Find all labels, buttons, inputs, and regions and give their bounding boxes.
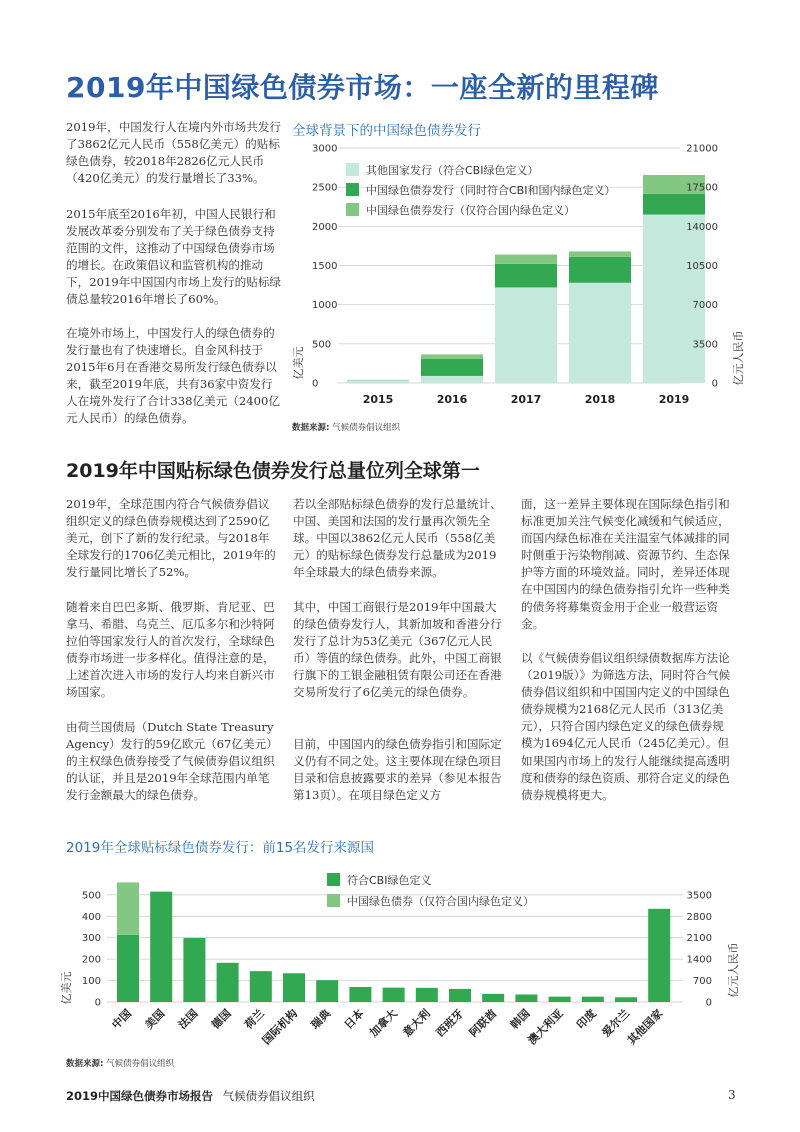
- c2-bar: [316, 980, 338, 1002]
- c2-bar: [549, 997, 571, 1002]
- c2-x-label: 日本: [341, 1006, 367, 1032]
- c1-legend-label: 中国绿色债券发行（同时符合CBI和国内绿色定义）: [366, 184, 616, 197]
- chart1-y2label: 亿元人民币: [732, 330, 745, 386]
- intro-paragraph: 2019年，中国发行人在境内外市场共发行了3862亿元人民币（558亿美元）的贴标绿色债券，较2018年2826亿元人民币（420亿美元）的发行量增长了33%。: [66, 120, 282, 186]
- c1-y-tick: 2000: [312, 221, 338, 233]
- c1-legend-swatch: [346, 163, 359, 176]
- chart1-ylabel: 亿美元: [292, 346, 305, 380]
- c2-x-label: 爱尔兰: [599, 1006, 633, 1040]
- col1-paragraph: 由荷兰国债局（Dutch State Treasury Agency）发行的59亿欧元（67亿美元）的主权绿色债券接受了气候债券倡议组织的认证，并且是2019年全球范围内单笔发行金额最大的绿色债券。: [66, 720, 278, 803]
- intro-paragraph: 2015年底至2016年初，中国人民银行和发展改革委分别发布了关于绿色债券支持范围的文件，这推动了中国绿色债券市场的增长。在政策倡议和监管机构的推动下，2019年中国国内市场上发行的贴标绿债总量较2016年增长了60%。: [66, 207, 282, 307]
- c2-x-label: 韩国: [507, 1006, 533, 1032]
- c2-legend-swatch: [327, 894, 340, 907]
- c1-y-tick: 500: [312, 339, 332, 351]
- c1-y2-tick: 10500: [686, 261, 718, 272]
- c1-legend-label: 其他国家发行（符合CBI绿色定义）: [366, 164, 539, 177]
- c2-x-label: 加拿大: [367, 1006, 400, 1040]
- c1-bar: [495, 264, 557, 288]
- chart2-source: 数据来源: 气候债券倡议组织: [66, 1059, 175, 1069]
- c1-y-tick: 1500: [312, 261, 338, 272]
- c1-y-tick: 0: [312, 378, 319, 390]
- c1-bar: [495, 255, 557, 264]
- c2-bar: [449, 989, 471, 1002]
- c2-x-label: 中国: [109, 1006, 135, 1032]
- c1-bar: [643, 215, 705, 383]
- c1-y2-tick: 14000: [686, 221, 718, 233]
- c2-y-tick: 400: [81, 911, 101, 923]
- c1-bar: [421, 354, 483, 358]
- c2-y2-tick: 0: [705, 997, 712, 1009]
- c2-y-tick: 300: [81, 933, 101, 945]
- c2-x-label: 瑞典: [308, 1006, 334, 1032]
- c1-y-tick: 1000: [312, 300, 338, 312]
- chart1-source: 数据来源: 气候债券倡议组织: [292, 423, 401, 433]
- c1-y2-tick: 3500: [692, 339, 718, 351]
- col1-paragraph: 2019年，全球范围内符合气候债券倡议组织定义的绿色债券规模达到了2590亿美元，创下了新的发行纪录。与2018年全球发行的1706亿美元相比，2019年的发行量同比增长了52%。: [66, 497, 276, 580]
- c1-bar: [347, 380, 409, 383]
- chart2-y2label: 亿元人民币: [727, 942, 740, 998]
- col2-paragraph: 若以全部贴标绿色债券的发行总量统计、中国、美国和法国的发行量再次领先全球。中国以3862亿元人民币（558亿美元）的贴标绿色债券发行总量成为2019年全球最大的绿色债券来源。: [293, 497, 502, 580]
- c2-x-label: 国际机构: [259, 1006, 301, 1048]
- c2-y2-tick: 2800: [686, 911, 712, 923]
- c1-y2-tick: 7000: [692, 300, 718, 312]
- c2-bar: [515, 995, 537, 1003]
- c1-bar: [569, 251, 631, 256]
- c2-bar: [482, 994, 504, 1002]
- c2-x-label: 阿联酋: [466, 1006, 500, 1040]
- c1-x-label: 2017: [510, 393, 542, 406]
- c2-y-tick: 0: [94, 997, 101, 1009]
- c2-y-tick: 500: [81, 890, 101, 902]
- c2-bar: [615, 997, 637, 1002]
- c2-bar: [217, 963, 239, 1002]
- footer: [66, 1088, 315, 1104]
- c2-legend-label: 符合CBI绿色定义: [347, 874, 432, 887]
- section-title: 2019年中国贴标绿色债券发行总量位列全球第一: [66, 460, 480, 482]
- c1-x-label: 2016: [436, 393, 468, 406]
- c1-bar: [421, 376, 483, 383]
- c1-legend-label: 中国绿色债券发行（仅符合国内绿色定义）: [366, 204, 575, 217]
- c2-bar: [283, 973, 305, 1002]
- chart2-bar-chart: [55, 860, 750, 1055]
- c1-bar: [643, 194, 705, 215]
- c2-bar: [150, 892, 172, 1002]
- c2-bar: [117, 935, 139, 1002]
- c2-bar: [117, 882, 139, 935]
- c2-x-label: 西班牙: [433, 1006, 467, 1040]
- c2-y2-tick: 3500: [686, 890, 712, 902]
- c2-x-label: 美国: [142, 1006, 168, 1032]
- chart2-ylabel: 亿美元: [60, 971, 73, 1005]
- c2-x-label: 意大利: [400, 1006, 433, 1040]
- c1-bar: [421, 359, 483, 376]
- c2-y2-tick: 700: [692, 976, 712, 988]
- c2-bar: [648, 909, 670, 1002]
- chart1-title: 全球背景下的中国绿色债券发行: [292, 123, 481, 139]
- intro-paragraph: 在境外市场上，中国发行人的绿色债券的发行量也有了快速增长。自金风科技于2015年6月在香港交易所发行绿色债券以来，截至2019年底，共有36家中资发行人在境外发行了合计338亿美元（2400亿元人民币）的绿色债券。: [66, 326, 280, 426]
- c1-bar: [495, 287, 557, 383]
- c1-x-label: 2019: [658, 393, 690, 406]
- c1-bar: [569, 257, 631, 283]
- c2-y2-tick: 2100: [686, 933, 712, 945]
- col1-paragraph: 随着来自巴巴多斯、俄罗斯、肯尼亚、巴拿马、希腊、乌克兰、厄瓜多尔和沙特阿拉伯等国家发行人的首次发行，全球绿色债券市场进一步多样化。值得注意的是，上述首次进入市场的发行人均来自新兴市场国家。: [66, 600, 275, 700]
- c1-y2-tick: 0: [711, 378, 718, 390]
- c1-x-label: 2015: [362, 393, 394, 406]
- chart2-title: 2019年全球贴标绿色债券发行：前15名发行来源国: [66, 840, 375, 856]
- c2-y-tick: 200: [81, 954, 101, 966]
- c1-y2-tick: 21000: [686, 143, 718, 155]
- col3-paragraph: 面，这一差异主要体现在国际绿色指引和标准更加关注气候变化减缓和气候适应，而国内绿色标准在关注温室气体减排的同时侧重于污染物削减、资源节约、生态保护等方面的环境效益。同时，差异还体现在中国国内的绿色债券指引允许一些种类的债务将募集资金用于企业一般营运资金。: [521, 497, 730, 631]
- c2-legend-label: 中国绿色债券（仅符合国内绿色定义）: [347, 895, 534, 908]
- c2-bar: [349, 987, 371, 1002]
- c2-x-label: 澳大利亚: [525, 1006, 566, 1048]
- c2-x-label: 德国: [208, 1006, 234, 1032]
- c1-bar: [569, 283, 631, 383]
- c1-legend-swatch: [346, 203, 359, 216]
- col3-paragraph: 以《气候债券倡议组织绿债数据库方法论（2019版）》为筛选方法，同时符合气候债券倡议组织和中国国内定义的中国绿色债券规模为2168亿元人民币（313亿美元），只符合国内绿色定义的绿色债券规模为1694亿元人民币（245亿美元）。但如果国内市场上的发行人能继续提高透明度和债券的绿色资质、那符合定义的绿色债券规模将更大。: [521, 651, 731, 802]
- c2-bar: [582, 997, 604, 1002]
- c1-x-label: 2018: [584, 393, 616, 406]
- c2-y2-tick: 1400: [686, 954, 712, 966]
- c2-legend-swatch: [327, 873, 340, 886]
- c2-x-label: 其他国家: [625, 1006, 666, 1048]
- chart1-bar-chart: [280, 138, 750, 423]
- c1-y-tick: 3000: [312, 143, 338, 155]
- page-title: 2019年中国绿色债券市场：一座全新的里程碑: [66, 71, 659, 104]
- c2-bar: [183, 938, 205, 1002]
- c1-y2-tick: 17500: [686, 182, 718, 194]
- c1-legend-swatch: [346, 183, 359, 196]
- page-number: 3: [728, 1088, 736, 1102]
- c2-y-tick: 100: [81, 976, 101, 988]
- col2-paragraph: 其中，中国工商银行是2019年中国最大的绿色债券发行人，其新加坡和香港分行发行了总计为53亿美元（367亿元人民币）等值的绿色债券。此外，中国工商银行旗下的工银金融租赁有限公司还在香港交易所发行了6亿美元的绿色债券。: [293, 600, 502, 700]
- c2-x-label: 法国: [175, 1006, 201, 1032]
- c1-y-tick: 2500: [312, 182, 338, 194]
- c2-x-label: 荷兰: [242, 1006, 267, 1032]
- c2-bar: [250, 971, 272, 1002]
- col2-paragraph: 目前，中国国内的绿色债券指引和国际定义仍有不同之处。这主要体现在绿色项目目录和信息披露要求的差异（参见本报告第13页）。在项目绿色定义方: [293, 737, 502, 803]
- c2-x-label: 印度: [574, 1006, 599, 1032]
- c2-bar: [416, 988, 438, 1002]
- footer-report: 2019中国绿色债券市场报告: [66, 1089, 214, 1103]
- c2-bar: [383, 988, 405, 1002]
- footer-org: 气候债券倡议组织: [222, 1089, 315, 1103]
